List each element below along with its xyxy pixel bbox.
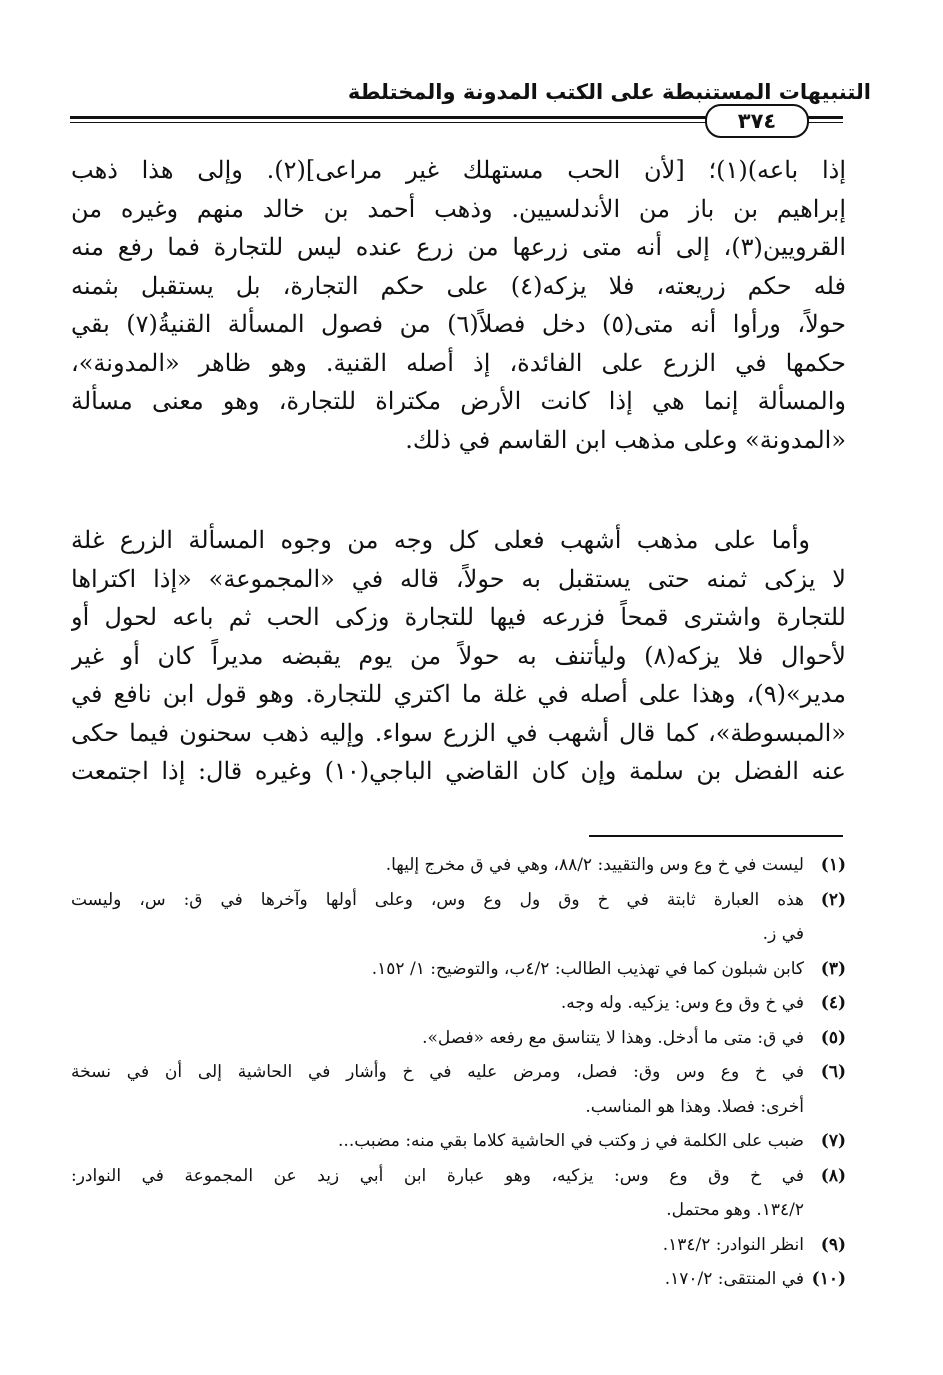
- footnote-8-continuation: ١٣٤/٢. وهو محتمل.: [666, 1200, 804, 1220]
- text-line: «المدونة» وعلى مذهب ابن القاسم في ذلك.: [405, 425, 846, 454]
- footnote-text: في خ وع وس وق: فصل، ومرض عليه في خ وأشار في الحاشية إلى أن في نسخة: [71, 1062, 804, 1082]
- footnote-number: (١): [820, 855, 846, 875]
- text-line: عنه الفضل بن سلمة وإن كان القاضي الباجي(١٠) وغيره قال: إذا اجتمعت: [71, 757, 846, 785]
- footnote-9: [71, 1228, 846, 1263]
- text-line: لا يزكى ثمنه حتى يستقبل به حولاً، قاله في «المجموعة» «إذا اكتراها: [71, 564, 846, 593]
- footnote-2-continuation: في ز.: [762, 924, 804, 944]
- footnote-1: [71, 848, 846, 883]
- text-line: حولاً، ورأوا أنه متى(٥) دخل فصلاً(٦) من فصول المسألة القنيةُ(٧) بقي: [71, 310, 846, 338]
- paragraph-1: [71, 151, 846, 459]
- footnote-text: هذه العبارة ثابتة في خ وق ول وع وس، وعلى أولها وآخرها في ق: س، وليست: [71, 889, 804, 910]
- text-line: فله حكم زريعته، فلا يزكه(٤) على حكم التجارة، بل يستقبل بثمنه: [71, 271, 846, 300]
- text-line: للتجارة واشترى قمحاً فزرعه فيها للتجارة وزكى الحب ثم باعه لحول أو: [71, 603, 846, 631]
- paragraph-2: [71, 521, 846, 791]
- footnote-text: ليست في خ وع وس والتقييد: ٨٨/٢، وهي في ق مخرج إليها.: [385, 855, 804, 875]
- footnote-text: انظر النوادر: ١٣٤/٢.: [662, 1234, 804, 1255]
- text-line: وأما على مذهب أشهب فعلى كل وجه من وجوه المسألة الزرع غلة: [71, 526, 810, 554]
- text-line: إبراهيم بن باز من الأندلسيين. وذهب أحمد بن خالد منهم وغيره من: [71, 194, 846, 223]
- footnote-6-continuation: أخرى: فصلا. وهذا هو المناسب.: [585, 1096, 804, 1117]
- footnote-text: في المنتقى: ١٧٠/٢.: [664, 1269, 804, 1289]
- footnote-number: (٩): [820, 1234, 846, 1255]
- footnote-text: في خ وق وع وس: يزكيه. وله وجه.: [560, 993, 804, 1013]
- footnote-number: (٥): [820, 1027, 846, 1048]
- footnote-3: [71, 952, 846, 987]
- footnote-2: [71, 883, 846, 918]
- footnote-text: في خ وق وع وس: يزكيه، وهو عبارة ابن أبي زيد عن المجموعة في النوادر:: [71, 1165, 804, 1186]
- footnotes: [71, 848, 846, 1297]
- footnote-8: [71, 1159, 846, 1194]
- text-line: القرويين(٣)، إلى أنه متى زرعها من زرع عنده ليس للتجارة فما رفع منه: [71, 233, 846, 261]
- page-number-badge: ٣٧٤: [705, 104, 809, 138]
- text-line: إذا باعه)(١)؛ [لأن الحب مستهلك غير مراعى](٢). وإلى هذا ذهب: [71, 156, 846, 184]
- footnote-number: (٤): [820, 993, 846, 1013]
- text-line: لأحوال فلا يزكه(٨) وليأتنف به حولاً من يوم يقبضه مديراً كان أو غير: [71, 641, 846, 670]
- footnote-number: (٧): [820, 1131, 846, 1151]
- footnote-text: ضبب على الكلمة في ز وكتب في الحاشية كلاما بقي منه: مضبب...: [338, 1131, 804, 1151]
- footnote-number: (٨): [820, 1165, 846, 1186]
- text-line: مدير»(٩)، وهذا على أصله في غلة ما اكتري للتجارة. وهو قول ابن نافع في: [71, 680, 846, 708]
- text-line: حكمها في الزرع على الفائدة، إذ أصله القنية. وهو ظاهر «المدونة»،: [71, 348, 846, 377]
- footnote-5: [71, 1021, 846, 1056]
- text-line: «المبسوطة»، كما قال أشهب في الزرع سواء. وإليه ذهب سحنون فيما حكى: [71, 718, 846, 747]
- footnote-10: [71, 1262, 846, 1297]
- text-line: والمسألة إنما هي إذا كانت الأرض مكتراة للتجارة، وهو معنى مسألة: [71, 387, 846, 415]
- footnote-text: في ق: متى ما أدخل. وهذا لا يتناسق مع رفعه «فصل».: [422, 1027, 804, 1048]
- footnote-number: (٦): [820, 1062, 846, 1082]
- footnote-7: [71, 1124, 846, 1159]
- running-title: التنبيهات المستنبطة على الكتب المدونة والمختلطة: [347, 80, 871, 104]
- footnote-6: [71, 1055, 846, 1090]
- footnote-separator: [589, 835, 843, 837]
- footnote-number: (٣): [820, 958, 846, 979]
- footnote-number: (٢): [820, 889, 846, 910]
- footnote-number: (١٠): [811, 1269, 846, 1289]
- footnote-text: كابن شبلون كما في تهذيب الطالب: ٤/٢ب، والتوضيح: ١/ ١٥٢.: [371, 958, 804, 979]
- footnote-4: [71, 986, 846, 1021]
